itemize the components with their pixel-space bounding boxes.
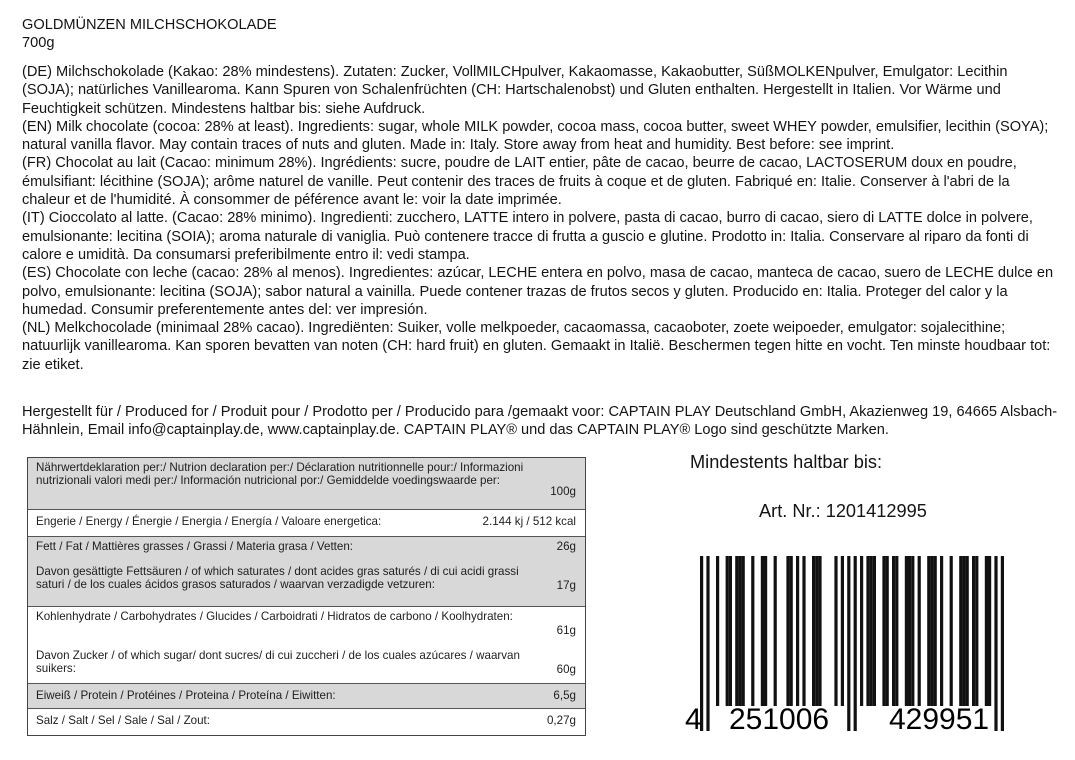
product-title: GOLDMÜNZEN MILCHSCHOKOLADE [22,17,277,33]
nutrition-label: Fett / Fat / Mattières grasses / Grassi / Materia grasa / Vetten: [36,540,354,553]
ingredients-block [22,63,1057,374]
barcode-bar [985,556,988,706]
nutrition-label: Salz / Salt / Sel / Sale / Sal / Zout: [36,714,210,727]
nutrition-label: Kohlenhydrate / Carbohydrates / Glucides / Carboidrati / Hidratos de carbono / Koolhydraten: [36,610,513,623]
nutrition-row-protein [28,683,585,708]
barcode-bar [994,556,997,731]
barcode-bar [854,556,857,731]
nutrition-value: 60g [556,663,576,676]
barcode-bar [860,556,863,706]
barcode-bar [966,556,969,706]
barcode-bar [764,556,767,706]
barcode-bar [866,556,869,706]
barcode-bar [834,556,837,706]
barcode-bar [934,556,937,706]
barcode-bar [738,556,741,706]
barcode-bar [751,556,754,706]
barcode-bar [959,556,962,706]
ingredients-de: (DE) Milchschokolade (Kakao: 28% mindestens). Zutaten: Zucker, VollMILCHpulver, Kakaomasse, Kakaobutter, SüßMOLKENpulver, Emulgator: Lecithin (SOJA); natürliches Vanillearoma. Kann Spuren von Schalenfrüchten (CH: Hartschalenobst) und Gluten enthalten. Hergestellt in Italien. Vor Wärme und Feuchtigkeit schützen. Mindestens haltbar bis: siehe Aufdruck. [22,64,1008,117]
barcode-bar [818,556,821,706]
nutrition-group-fat [28,536,585,606]
barcode-bar [911,556,914,706]
product-weight: 700g [22,35,55,51]
nutrition-value: 61g [556,624,576,637]
barcode-bar [892,556,895,706]
nutrition-label: Eiweiß / Protein / Protéines / Proteina / Proteína / Eiwitten: [36,689,336,702]
barcode-bar [870,556,873,706]
nutrition-group-carbs [28,606,585,683]
nutrition-label: Engerie / Energy / Énergie / Energia / Energía / Valoare energetica: [36,515,382,528]
barcode-bar [927,556,930,706]
barcode-bar [918,556,921,706]
ingredients-en: (EN) Milk chocolate (cocoa: 28% at least). Ingredients: sugar, whole MILK powder, cocoa mass, cocoa butter, sweet WHEY powder, emulsifier, lecithin (SOYA); natural vanilla flavor. May contain traces of nuts and gluten. Made in: Italy. Store away from heat and humidity. Best before: see imprint. [22,118,1049,154]
nutrition-label: Davon Zucker / of which sugar/ dont sucres/ di cui zuccheri / de los cuales azúcares / waarvan suikers: [36,649,520,675]
barcode-bar [815,556,818,706]
barcode-bar [761,556,764,706]
ingredients-es: (ES) Chocolate con leche (cacao: 28% al menos). Ingredientes: azúcar, LECHE entera en polvo, masa de cacao, manteca de cacao, suero de LECHE dulce en polvo, emulsionante: lecitina (SOJA); sabor natural a vainilla. Puede contener trazas de frutos secos y gluten. Producido en: Italia. Proteger del calor y la humedad. Consumir preferentemente antes del: ver impresión. [22,265,1054,318]
barcode-bar [950,556,953,706]
barcode-bar [975,556,978,706]
nutrition-table [27,457,586,736]
barcode-bar [726,556,729,706]
barcode-bar [895,556,898,706]
barcode-bar [988,556,991,706]
nutrition-value: 0,27g [546,714,576,727]
barcode-bar [786,556,789,706]
nutrition-header-row [28,458,585,509]
best-before-label: Mindestents haltbar bis: [690,452,883,472]
ingredients-fr: (FR) Chocolat au lait (Cacao: minimum 28%). Ingrédients: sucre, poudre de LAIT entier, pâte de cacao, beurre de cacao, LACTOSERUM doux en poudre, émulsifiant: lécithine (SOJA); arôme naturel de vanille. Peut contenir des traces de fruits à coque et de gluten. Fabriqué en: Italie. Conserver à l'abri de la chaleur et de l'humidité. À consommer de péférence avant le: voir la date imprimée. [22,155,1017,209]
ingredients-it: (IT) Cioccolato al latte. (Cacao: 28% minimo). Ingredienti: zucchero, LATTE intero in polvere, pasta di cacao, burro di cacao, siero di LATTE dolce in polvere, emulsionante: lecitina (SOIA); aroma naturale di vaniglia. Può contenere tracce di frutta a guscio e glutine. Prodotto in: Italia. Conservare al riparo da fonti di calore e umidità. Da consumarsi preferibilmente entro il: vedi stampa. [22,210,1033,263]
barcode-bar [742,556,745,706]
nutrition-row-salt [28,708,585,735]
nutrition-value: 6,5g [553,689,576,702]
barcode-bar [972,556,975,706]
barcode-bar [812,556,815,706]
barcode-digit-first: 4 [685,703,702,736]
barcode-bar [847,556,850,731]
ingredients-nl: (NL) Melkchocolade (minimaal 28% cacao). Ingrediënten: Suiker, volle melkpoeder, cacaomassa, cacaoboter, zoete weipoeder, emulgator: sojalecithine; natuurlijk vanillearoma. Kan sporen bevatten van noten (CH: hard fruit) en gluten. Gemaakt in Italië. Beschermen tegen hitte en vocht. Ten minste houdbaar tot: zie etiket. [22,320,1051,373]
nutrition-value: 17g [556,579,576,592]
barcode-bar [882,556,885,706]
producer-info: Hergestellt für / Produced for / Produit pour / Prodotto per / Producido para /gemaakt voor: CAPTAIN PLAY Deutschland GmbH, Akazienweg 19, 64665 Alsbach-Hähnlein, Email info@captainplay.de, www.captainplay.de. CAPTAIN PLAY® und das CAPTAIN PLAY® Logo sind geschützte Marken. [22,404,1058,439]
barcode-bar [706,556,709,731]
barcode-digits-left: 251006 [729,703,830,736]
nutrition-value: 2.144 kj / 512 kcal [482,515,576,528]
barcode-bar [841,556,844,706]
barcode-bar [886,556,889,706]
barcode-bar [930,556,933,706]
barcode-bar [1001,556,1004,731]
barcode-bar [774,556,777,706]
barcode-bar [729,556,732,706]
article-number-value: 1201412995 [825,501,927,521]
nutrition-label: Davon gesättigte Fettsäuren / of which saturates / dont acides gras saturés / di cui acidi grassi saturi / de los cuales ácidos grasos saturados / waarvan verzadigde vetzuren: [36,565,519,591]
nutrition-row-energy [28,509,585,536]
article-number [759,501,927,522]
article-number-label: Art. Nr.: [759,501,821,521]
nutrition-per: 100g [550,485,576,498]
barcode-bar [802,556,805,706]
nutrition-header: Nährwertdeklaration per:/ Nutrion declaration per:/ Déclaration nutritionnelle pour:/ Informazioni nutrizionali valori medi per:/ Información nutricional por:/ Gemiddelde voedingswaarde per: [36,461,524,487]
barcode-bar [790,556,793,706]
barcode-bar [873,556,876,706]
barcode-bar [908,556,911,706]
barcode-digits-right: 429951 [889,703,990,736]
barcode-bar [716,556,719,706]
barcode-bar [962,556,965,706]
nutrition-value: 26g [556,540,576,553]
barcode-bar [905,556,908,706]
barcode [676,548,1036,738]
barcode-bar [796,556,799,706]
barcode-bar [735,556,738,706]
barcode-bar [940,556,943,706]
